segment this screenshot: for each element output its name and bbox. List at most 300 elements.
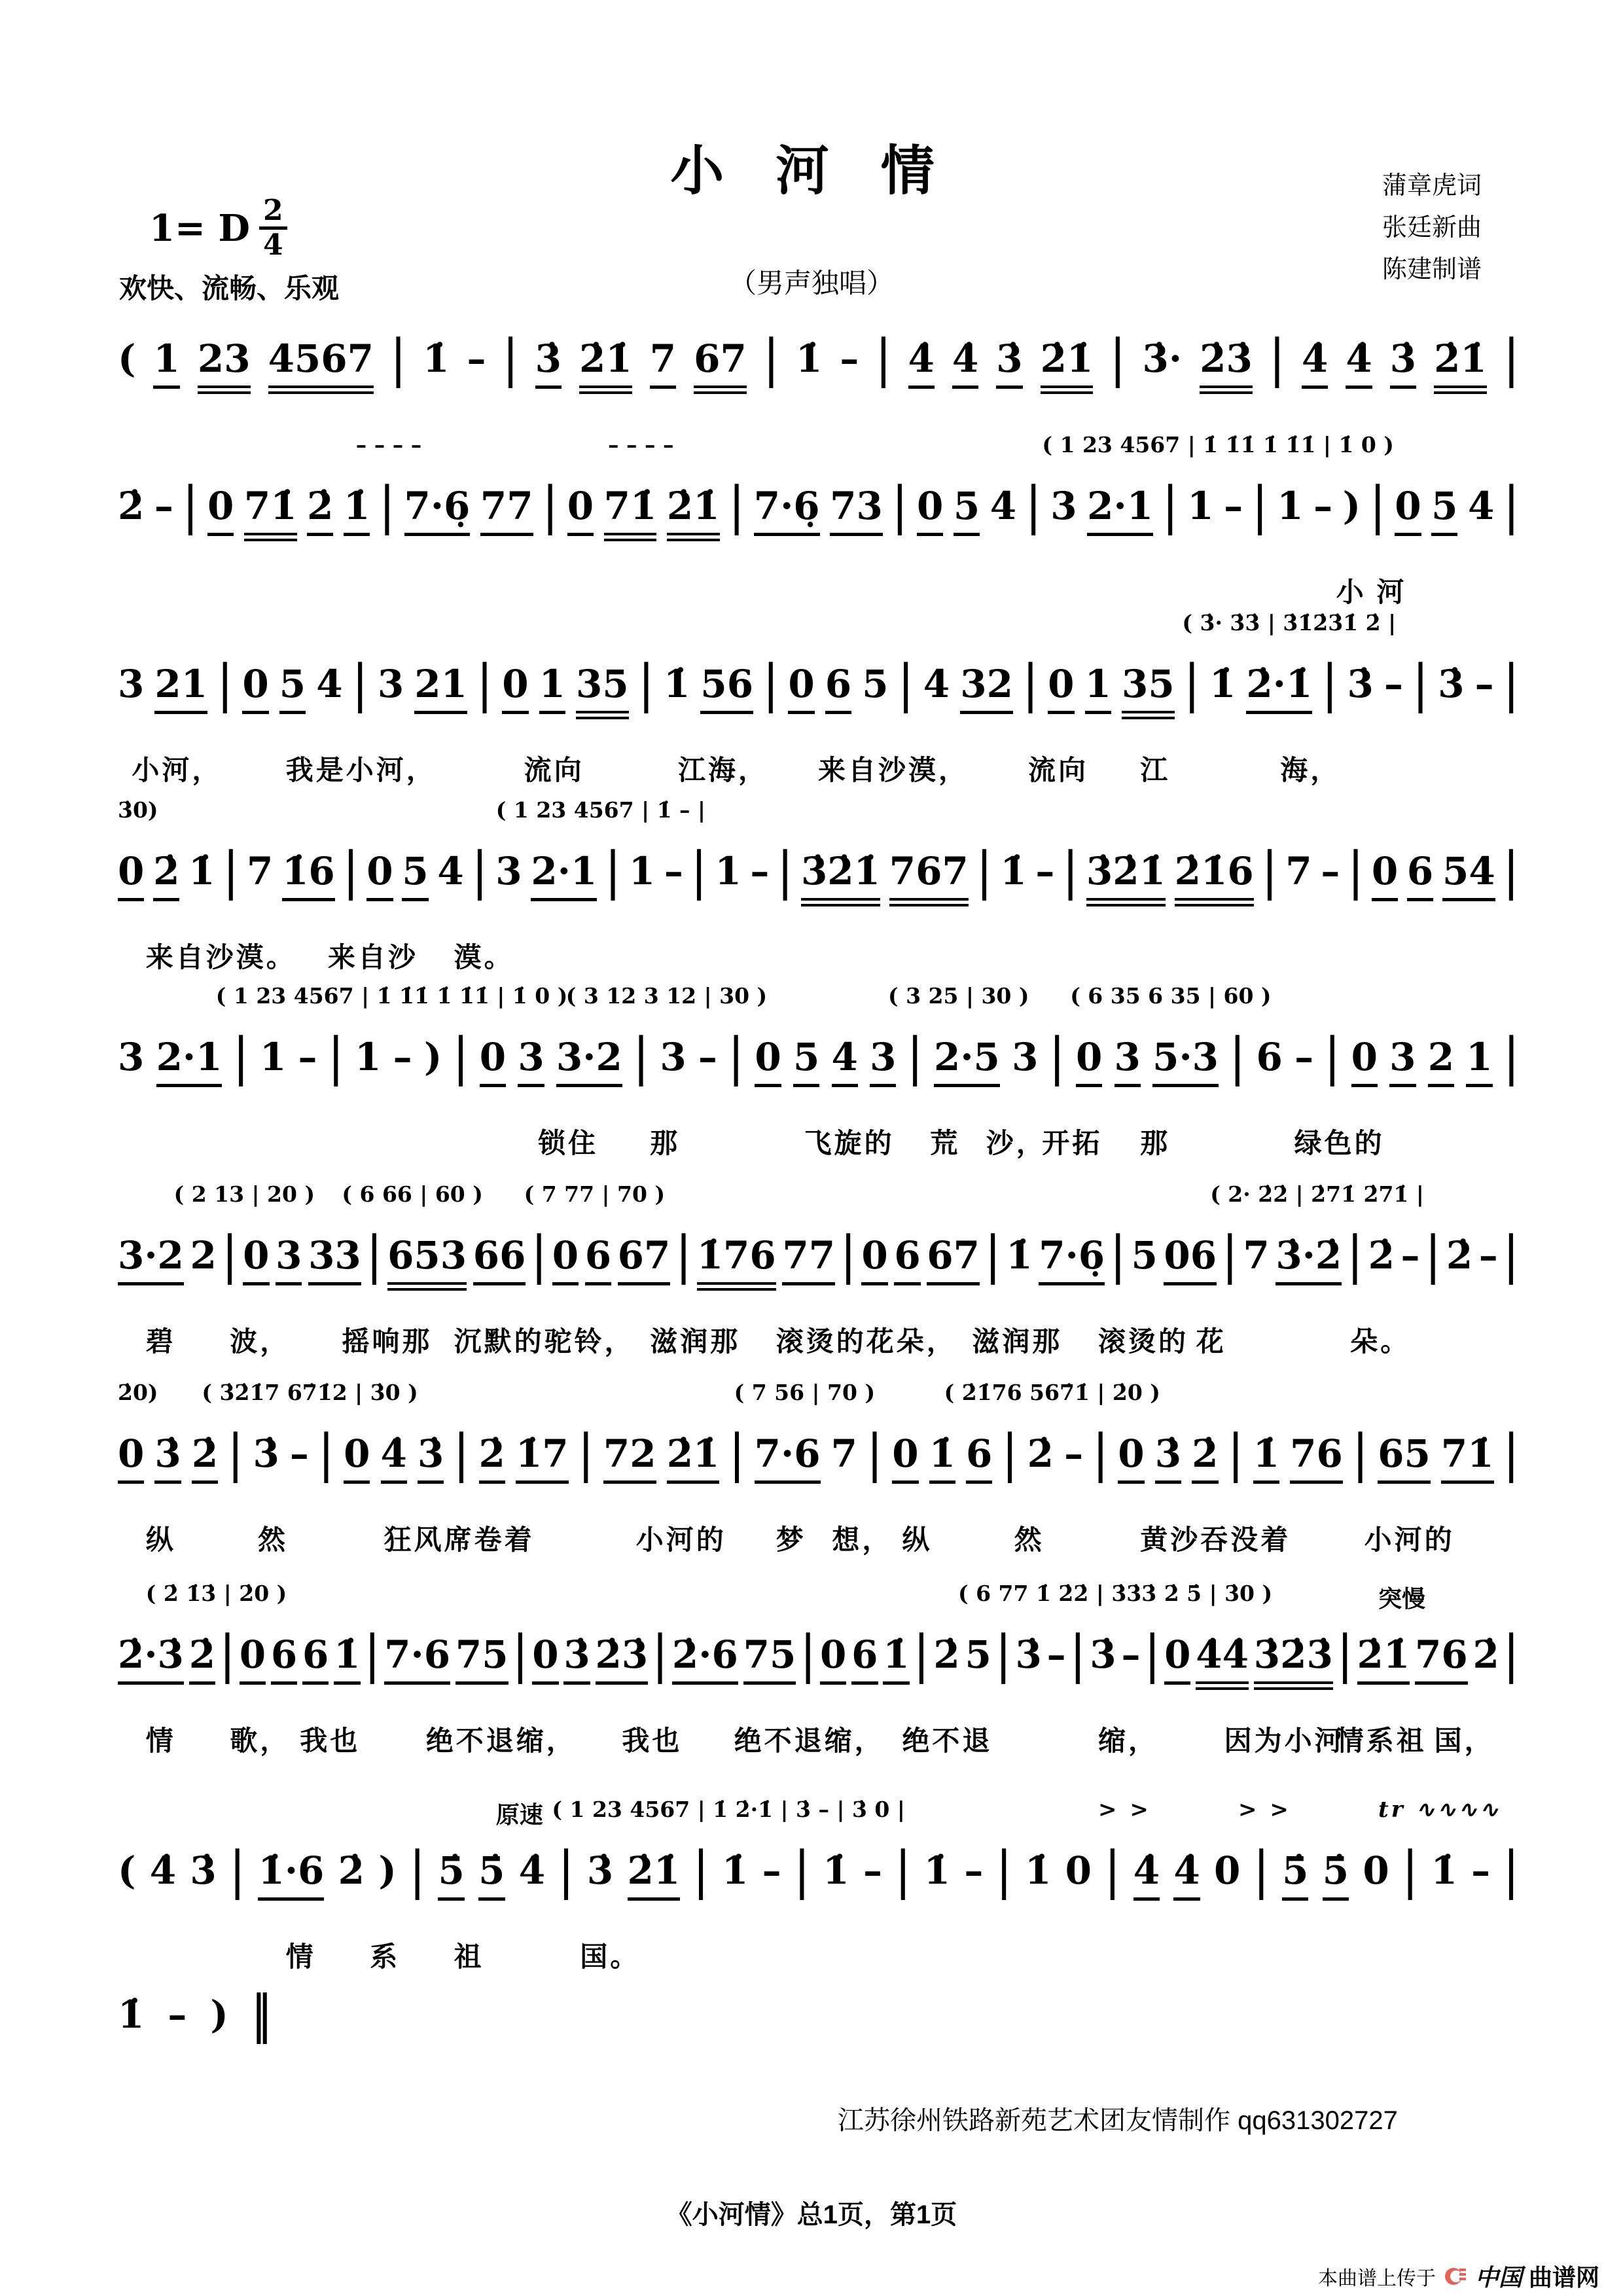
notation-token: 71̇ xyxy=(604,486,657,541)
cue-phrase: ( 6 35 6 35 | 60 ) xyxy=(1070,983,1272,1009)
notation-token: 4̇ xyxy=(1133,1850,1160,1901)
lyric-syllable: 小 河 xyxy=(1336,577,1407,607)
notation-token: 3 xyxy=(518,1037,544,1087)
barline: | xyxy=(1370,475,1385,536)
notation-token: 5·3 xyxy=(1152,1037,1219,1087)
lyric-syllable: 江海， xyxy=(678,755,769,785)
barline: | xyxy=(218,653,232,714)
notation-token: 7·6̣ xyxy=(404,486,471,536)
notation-token: – xyxy=(168,1992,187,2037)
notation-token: ( xyxy=(118,1848,136,1893)
notation-token: 5 xyxy=(793,1037,819,1087)
cue-phrase: ( 3 25 | 30 ) xyxy=(888,983,1029,1009)
notation-row xyxy=(118,1026,1518,1087)
arranger-credit: 陈建制谱 xyxy=(1382,256,1482,283)
notation-token: 65 xyxy=(1378,1433,1431,1484)
notation-token: 0 xyxy=(118,1433,144,1484)
tempo-label: 突慢 xyxy=(1378,1585,1426,1612)
notation-token: 3 xyxy=(377,662,404,706)
notation-token: 1 xyxy=(1466,1037,1492,1087)
notation-token: 3 xyxy=(1389,1037,1416,1087)
notation-token: 2 xyxy=(190,1233,217,1278)
notation-token: 3̇· xyxy=(1142,336,1183,381)
notation-row xyxy=(118,653,1518,719)
notation-token: 0 xyxy=(567,486,594,536)
lyric-syllable: 开拓 xyxy=(1042,1128,1103,1158)
articulation-mark: > > xyxy=(1238,1797,1291,1823)
notation-token: 4 xyxy=(316,662,343,706)
notation-token: 7·6 xyxy=(755,1433,821,1484)
page-info-footer: 《小河情》总1页，第1页 xyxy=(666,2200,957,2229)
barline: | xyxy=(220,1624,234,1685)
notation-token: 1̇ xyxy=(344,486,370,536)
lyric-syllable: 小河， xyxy=(132,755,223,785)
notation-token: 3̇ xyxy=(1155,1433,1181,1484)
notation-token: 4567 xyxy=(268,338,374,394)
notation-token: 73 xyxy=(830,486,883,536)
notation-token: 2̇·3̇ xyxy=(118,1634,184,1685)
notation-token: 1̇ xyxy=(923,1848,951,1893)
barline: | xyxy=(353,653,367,714)
notation-token: 7 xyxy=(1285,849,1312,893)
notation-token: 2̇1̇ xyxy=(1357,1634,1410,1685)
lyric-syllable: 摇响那 xyxy=(342,1326,433,1357)
notation-token: 7·6̣ xyxy=(1039,1235,1105,1285)
notation-token: 1̇ xyxy=(1209,662,1236,706)
notation-token: 2·1 xyxy=(156,1037,223,1087)
notation-token: – xyxy=(1121,1632,1141,1677)
notation-token: 2̇ xyxy=(307,486,333,536)
notation-token: 3̇2̇3̇ xyxy=(1254,1634,1333,1690)
notation-token: – xyxy=(1294,1035,1314,1079)
notation-token: 6 xyxy=(894,1235,920,1285)
barline: | xyxy=(692,840,706,901)
time-signature xyxy=(259,196,287,260)
notation-token: ) xyxy=(210,1992,228,2037)
barline: | xyxy=(223,1225,237,1285)
notation-token: 35 xyxy=(576,664,629,719)
barline: | xyxy=(543,475,558,536)
notation-token: 4̇ xyxy=(149,1848,177,1893)
notation-token: 2̇1̇ xyxy=(628,1850,681,1901)
notation-token: 4̇ xyxy=(1346,338,1372,389)
music-system-3 xyxy=(118,610,1518,806)
notation-token: 1̇ xyxy=(663,662,690,706)
notation-token: – xyxy=(1046,1632,1066,1677)
notation-token: 1̇7 xyxy=(516,1433,569,1484)
barline: | xyxy=(1024,653,1038,714)
notation-token: 0 xyxy=(788,664,814,714)
notation-token: 0 xyxy=(892,1433,918,1484)
notation-token: 1̇ xyxy=(1025,1848,1052,1893)
notation-token: 2̇ xyxy=(153,851,179,901)
notation-token: 0 xyxy=(917,486,943,536)
notation-token: 3̇·2̇ xyxy=(1275,1235,1342,1285)
cue-phrase: ( 3̇· 3̇3̇ | 3̇1̇2̇3̇1̇ 2̇ | xyxy=(1182,610,1397,636)
notation-token: 6 xyxy=(271,1634,297,1685)
barline: | xyxy=(513,1624,527,1685)
notation-token: 2̇1̇ xyxy=(1434,338,1487,394)
notation-token: 3̇ xyxy=(1390,338,1416,389)
barline: ‖ xyxy=(251,1984,271,2045)
notation-token: 6 xyxy=(1407,851,1433,901)
barline: | xyxy=(801,1624,815,1685)
notation-token: – xyxy=(1035,849,1055,893)
barline: | xyxy=(1111,328,1125,389)
notation-token: 7·6 xyxy=(384,1634,450,1685)
notation-token: 5 xyxy=(965,1632,991,1677)
notation-token: 0 xyxy=(1351,1037,1378,1087)
notation-token: – xyxy=(664,849,683,893)
notation-token: 35 xyxy=(1122,664,1175,719)
barline: | xyxy=(1414,653,1428,714)
notation-token: – xyxy=(750,849,770,893)
notation-token: 1̇76 xyxy=(697,1235,776,1291)
cue-phrase: ( 3 12 3 12 | 30 ) xyxy=(565,983,768,1009)
notation-token: 4 xyxy=(990,484,1017,528)
notation-row xyxy=(118,1225,1518,1291)
notation-token: 3̇ xyxy=(1438,662,1465,706)
lyric-syllable: 然 xyxy=(1014,1524,1044,1555)
notation-token: 2·1 xyxy=(1087,486,1153,536)
lyricist-credit: 蒲章虎词 xyxy=(1382,172,1482,200)
watermark-prefix: 本曲谱上传于 xyxy=(1317,2267,1436,2289)
notation-token: 2̇ xyxy=(1192,1433,1218,1484)
notation-token: 0 xyxy=(366,851,393,901)
watermark-brand-gold: 曲谱网 xyxy=(1528,2264,1599,2291)
notation-token: 0 xyxy=(1214,1848,1241,1893)
barline: | xyxy=(1145,1624,1160,1685)
lyric-syllable: 祖 xyxy=(454,1941,484,1972)
notation-token: 0 xyxy=(1065,1848,1092,1893)
lyric-syllable: 系 xyxy=(370,1941,401,1972)
lyric-syllable: 想， xyxy=(832,1524,893,1555)
notation-token: 0 xyxy=(242,664,268,714)
barline: | xyxy=(605,840,620,901)
barline: | xyxy=(1504,1624,1518,1685)
lyric-syllable: 情 xyxy=(145,1725,176,1756)
notation-token: 1 xyxy=(1277,484,1304,528)
barline: | xyxy=(1504,840,1518,901)
barline: | xyxy=(579,1423,593,1484)
lyric-syllable: 滋润那 xyxy=(650,1326,741,1357)
notation-token: 77 xyxy=(782,1235,835,1285)
articulation-mark: tr ∿∿∿∿ xyxy=(1378,1797,1501,1823)
notation-token: 3·2 xyxy=(556,1037,622,1087)
notation-token: 5̇ xyxy=(438,1850,464,1901)
music-system-8 xyxy=(118,1581,1518,1777)
notation-token: 3̇2̇1̇ xyxy=(801,851,880,906)
notation-token: 21 xyxy=(154,664,207,714)
notation-token: 67 xyxy=(618,1235,671,1285)
notation-token: – xyxy=(964,1848,984,1893)
barline: | xyxy=(503,328,518,389)
barline: | xyxy=(896,1840,910,1901)
notation-token: 0 xyxy=(532,1634,558,1685)
barline: | xyxy=(914,1624,929,1685)
barline: | xyxy=(1254,1840,1268,1901)
notation-token: 33 xyxy=(308,1235,361,1285)
music-site-logo-icon xyxy=(1442,2263,1469,2289)
barline: | xyxy=(454,1423,469,1484)
barline: | xyxy=(559,1840,573,1901)
barline: | xyxy=(764,653,778,714)
barline: | xyxy=(380,475,394,536)
notation-token: – xyxy=(393,1035,412,1079)
notation-token: 7·6̣ xyxy=(754,486,820,536)
notation-token: – xyxy=(1321,849,1340,893)
notation-token: 3̇ xyxy=(154,1433,181,1484)
notation-token: 5 xyxy=(402,851,428,901)
notation-token: 32 xyxy=(960,664,1013,714)
tempo-label: 原速 xyxy=(495,1801,543,1828)
lyric-syllable: 花 xyxy=(1196,1326,1226,1357)
barline: | xyxy=(653,1624,668,1685)
barline: | xyxy=(1253,475,1267,536)
notation-token: 2̇1̇6 xyxy=(1175,851,1254,906)
notation-token: 71̇ xyxy=(1441,1433,1494,1484)
lyric-syllable: 绝不退缩， xyxy=(425,1725,577,1756)
barline: | xyxy=(1228,1423,1243,1484)
barline: | xyxy=(1105,1840,1120,1901)
notation-token: 6 xyxy=(851,1634,878,1685)
notation-token: 6 xyxy=(966,1433,992,1484)
notation-token: – xyxy=(1313,484,1333,528)
lyric-syllable: 来自沙漠。 xyxy=(145,942,296,973)
notation-token: 76 xyxy=(1290,1433,1343,1484)
music-system-4 xyxy=(118,797,1518,994)
lyric-syllable: 那 xyxy=(650,1128,681,1158)
notation-row xyxy=(118,1984,1518,2045)
notation-token: 2̇·6 xyxy=(672,1634,738,1685)
notation-token: 3̇2̇1̇ xyxy=(1086,851,1166,906)
barline: | xyxy=(478,653,492,714)
notation-token: 3̇ xyxy=(418,1433,444,1484)
barline: | xyxy=(1504,1423,1518,1484)
lyric-syllable: 滚烫的花朵， xyxy=(776,1326,957,1357)
watermark-brand-black: 中国 xyxy=(1474,2264,1522,2291)
notation-token: 6 xyxy=(302,1634,329,1685)
notation-token: 1̇ xyxy=(796,336,823,381)
barline: | xyxy=(1270,328,1284,389)
barline: | xyxy=(473,840,487,901)
lyric-syllable: 绿色的 xyxy=(1294,1128,1385,1158)
notation-token: – xyxy=(298,1035,317,1079)
notation-token: – xyxy=(1474,662,1494,706)
notation-token: 0 xyxy=(1048,664,1074,714)
notation-token: 3 xyxy=(276,1235,302,1285)
notation-token: 3 xyxy=(660,1035,687,1079)
barline: | xyxy=(997,1840,1011,1901)
notation-token: – xyxy=(289,1431,309,1476)
notation-token: 3̇ xyxy=(1090,1632,1116,1677)
notation-token: 4̇ xyxy=(952,338,978,389)
barline: | xyxy=(908,1026,922,1087)
lyric-syllable: 黄沙吞没着 xyxy=(1140,1524,1291,1555)
barline: | xyxy=(1050,1026,1064,1087)
notation-token: 2̇3̇ xyxy=(1200,338,1253,394)
barline: | xyxy=(234,1026,248,1087)
cue-phrase: ( 1 23 4567 | 1̇ – | xyxy=(495,797,706,823)
cue-phrase: ( 2̇ 1̇3̇ | 2̇0 ) xyxy=(145,1581,287,1606)
time-numerator: 2 xyxy=(259,196,287,230)
notation-token: 1̇ xyxy=(423,336,450,381)
barline: | xyxy=(1071,1624,1085,1685)
notation-token: 2̇1̇ xyxy=(1041,338,1094,394)
notation-token: 1 xyxy=(355,1035,382,1079)
barline: | xyxy=(899,653,913,714)
notation-token: 2̇ xyxy=(1472,1632,1499,1677)
notation-token: 5 xyxy=(1131,1233,1158,1278)
notation-token: 4̇4̇ xyxy=(1196,1634,1249,1690)
lyric-syllable: 我是小河， xyxy=(285,755,437,785)
barline: | xyxy=(344,840,358,901)
notation-token: 4 xyxy=(1467,484,1495,528)
notation-token: 7 xyxy=(1243,1233,1270,1278)
cue-phrase: ( 2̇1̇76 567̇1̇ | 2̇0 ) xyxy=(944,1380,1160,1405)
key-time-signature xyxy=(149,196,287,260)
music-system-7 xyxy=(118,1380,1518,1576)
barline: | xyxy=(1504,475,1518,536)
notation-row xyxy=(118,1423,1518,1484)
notation-token: – xyxy=(1224,484,1243,528)
notation-token: 1̇ xyxy=(929,1433,955,1484)
notation-token: 66 xyxy=(473,1235,526,1285)
notation-token: 653 xyxy=(387,1235,467,1291)
barline: | xyxy=(868,1423,882,1484)
notation-token: 2̇ xyxy=(189,1634,215,1685)
lyric-syllable: 缩， xyxy=(1098,1725,1159,1756)
voice-subtitle: （男声独唱） xyxy=(728,268,894,298)
notation-token: 67 xyxy=(694,338,747,394)
notation-token: 5̇ xyxy=(1323,1850,1349,1901)
lyric-syllable: 沉默的驼铃， xyxy=(454,1326,635,1357)
barline: | xyxy=(1262,840,1277,901)
lyric-syllable: 来自沙 xyxy=(328,942,419,973)
notation-token: 0 xyxy=(820,1634,846,1685)
lyric-syllable: 绝不退 xyxy=(902,1725,993,1756)
barline: | xyxy=(1504,1840,1518,1901)
notation-token: – xyxy=(154,484,173,528)
cue-phrase: ( 2 13 | 20 ) xyxy=(173,1181,315,1207)
barline: | xyxy=(1504,328,1518,389)
lyric-syllable: 情 xyxy=(285,1941,316,1972)
notation-row xyxy=(118,1840,1518,1901)
notation-token: 3 xyxy=(118,1035,145,1079)
notation-token: 0 xyxy=(344,1433,370,1484)
cue-phrase: ( 7 77 | 70 ) xyxy=(524,1181,666,1207)
notation-token: 5 xyxy=(862,662,889,706)
notation-token: 21 xyxy=(414,664,467,714)
notation-token: ( xyxy=(118,336,136,381)
notation-token: 0 xyxy=(1363,1848,1389,1893)
notation-token: 3̇ xyxy=(1015,1632,1042,1677)
barline: | xyxy=(410,1840,425,1901)
lyric-syllable: 我也 xyxy=(300,1725,361,1756)
notation-token: 4̇ xyxy=(518,1848,546,1893)
notation-token: ) xyxy=(423,1035,442,1079)
barline: | xyxy=(1230,1026,1245,1087)
barline: | xyxy=(1094,1423,1108,1484)
notation-token: 2̇ xyxy=(1368,1233,1395,1278)
barline: | xyxy=(1504,653,1518,714)
lyric-syllable: 纵 xyxy=(902,1524,933,1555)
production-credit: 江苏徐州铁路新苑艺术团友情制作 qq631302727 xyxy=(838,2106,1398,2135)
lyric-syllable: 小河的 xyxy=(1364,1524,1455,1555)
notation-row xyxy=(118,1624,1518,1690)
notation-token: 2̇ xyxy=(1446,1233,1473,1278)
notation-token: ) xyxy=(1342,484,1361,528)
lyric-syllable: 来自沙漠， xyxy=(818,755,969,785)
key-signature: 1= D xyxy=(149,206,250,250)
notation-token: 1̇ xyxy=(188,849,215,893)
notation-token: 2̇ xyxy=(479,1433,505,1484)
notation-token: 0 xyxy=(1395,486,1421,536)
notation-token: 3̇ xyxy=(535,338,562,389)
barline: | xyxy=(841,1225,855,1285)
articulation-mark: > > xyxy=(1098,1797,1151,1823)
lyric-syllable: 梦 xyxy=(776,1524,806,1555)
notation-token: 1̇ xyxy=(118,1992,145,2037)
notation-token: 3 xyxy=(1050,484,1077,528)
lyric-syllable: 海， xyxy=(1280,755,1341,785)
notation-token: 3̇ xyxy=(190,1848,217,1893)
barline: | xyxy=(676,1225,691,1285)
notation-token: 7 xyxy=(830,1431,857,1476)
notation-token: 4̇ xyxy=(908,338,935,389)
notation-token: 75 xyxy=(743,1634,796,1685)
notation-token: 71̇ xyxy=(244,486,297,541)
notation-token: 1 xyxy=(259,1035,287,1079)
barline: | xyxy=(1347,1225,1362,1285)
barline: | xyxy=(876,328,891,389)
notation-token: 2 xyxy=(1428,1037,1454,1087)
cue-phrase: 3̇0) xyxy=(118,797,158,823)
barline: | xyxy=(1003,1423,1017,1484)
barline: | xyxy=(730,475,744,536)
barline: | xyxy=(893,475,907,536)
notation-token: – xyxy=(1478,1233,1498,1278)
notation-token: 0 xyxy=(207,486,234,536)
notation-token: – xyxy=(762,1848,781,1893)
notation-token: 3 xyxy=(495,849,522,893)
notation-token: 5 xyxy=(279,664,306,714)
barline: | xyxy=(1426,1225,1440,1285)
notation-token: 2̇1̇ xyxy=(667,1433,720,1484)
notation-token: 1 xyxy=(628,849,656,893)
notation-token: 1̇ xyxy=(1000,849,1027,893)
notation-token: 0 xyxy=(552,1235,579,1285)
notation-token: 4 xyxy=(923,662,950,706)
notation-token: – xyxy=(1064,1431,1084,1476)
notation-token: 2̇1̇ xyxy=(667,486,720,541)
tempo-mood-marking: 欢快、流畅、乐观 xyxy=(119,273,340,304)
barline: | xyxy=(224,840,238,901)
notation-token: 0 xyxy=(1076,1037,1102,1087)
cue-phrase: ( 7 56 | 70 ) xyxy=(734,1380,876,1405)
notation-token: 4 xyxy=(437,849,464,893)
cue-phrase: ( 1 23 4567 | 1̇ 2̇·1̇ | 3̇ – | 3̇ 0 | xyxy=(552,1797,905,1822)
notation-token: 06 xyxy=(1164,1235,1217,1285)
lyric-syllable: 流向 xyxy=(1028,755,1089,785)
lyric-syllable: 纵 xyxy=(145,1524,176,1555)
cue-phrase: – – – – xyxy=(355,432,422,457)
lyric-syllable: 江 xyxy=(1140,755,1171,785)
notation-token: 5̇ xyxy=(478,1850,505,1901)
barline: | xyxy=(365,1624,380,1685)
notation-token: 56 xyxy=(700,664,753,714)
site-watermark xyxy=(1318,2259,1599,2293)
